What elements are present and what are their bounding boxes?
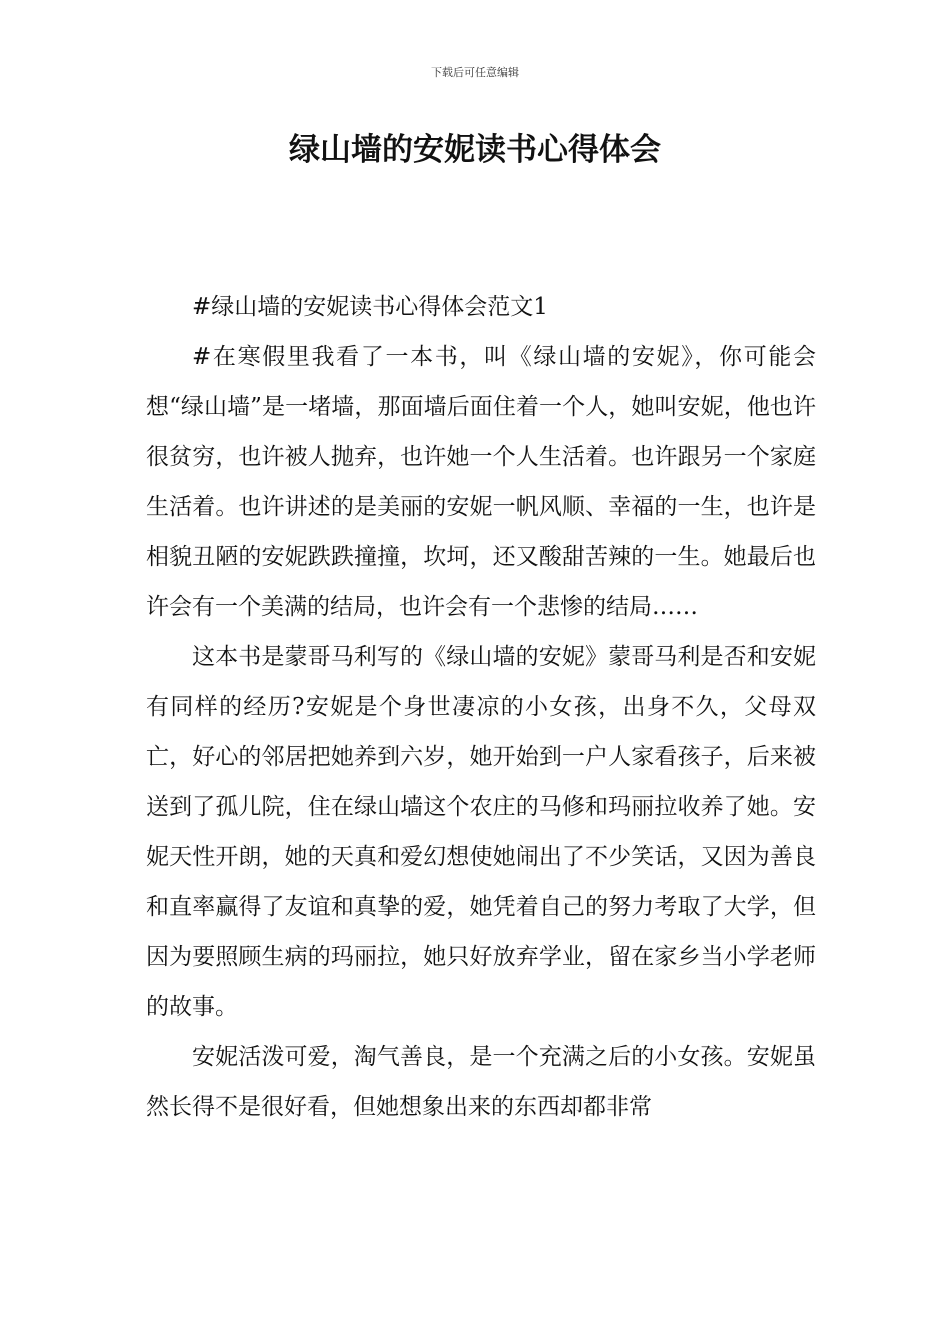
- paragraph-2: #在寒假里我看了一本书，叫《绿山墙的安妮》，你可能会想“绿山墙”是一堵墙，那面墙后面住着一个人，她叫安妮，他也许很贫穷，也许被人抛弃，也许她一个人生活着。也许跟另一个家庭生活着。也许讲述的是美丽的安妮一帆风顺、幸福的一生，也许是相貌丑陋的安妮跌跌撞撞，坎坷，还又酸甜苦辣的一生。她最后也许会有一个美满的结局，也许会有一个悲惨的结局……: [146, 344, 816, 620]
- paragraph-4: 安妮活泼可爱，淘气善良，是一个充满之后的小女孩。安妮虽然长得不是很好看，但她想象出来的东西却都非常: [146, 1044, 816, 1120]
- paragraph-3: 这本书是蒙哥马利写的《绿山墙的安妮》蒙哥马利是否和安妮有同样的经历?安妮是个身世凄凉的小女孩，出身不久，父母双亡，好心的邻居把她养到六岁，她开始到一户人家看孩子，后来被送到了孤儿院，住在绿山墙这个农庄的马修和玛丽拉收养了她。安妮天性开朗，她的天真和爱幻想使她闹出了不少笑话，又因为善良和直率赢得了友谊和真挚的爱，她凭着自己的努力考取了大学，但因为要照顾生病的玛丽拉，她只好放弃学业，留在家乡当小学老师的故事。: [146, 644, 816, 1020]
- document-title: 绿山墙的安妮读书心得体会: [289, 132, 661, 168]
- header-note: 下载后可任意编辑: [431, 66, 519, 79]
- paragraph-1: #绿山墙的安妮读书心得体会范文1: [192, 294, 548, 320]
- document-body: [146, 282, 816, 1132]
